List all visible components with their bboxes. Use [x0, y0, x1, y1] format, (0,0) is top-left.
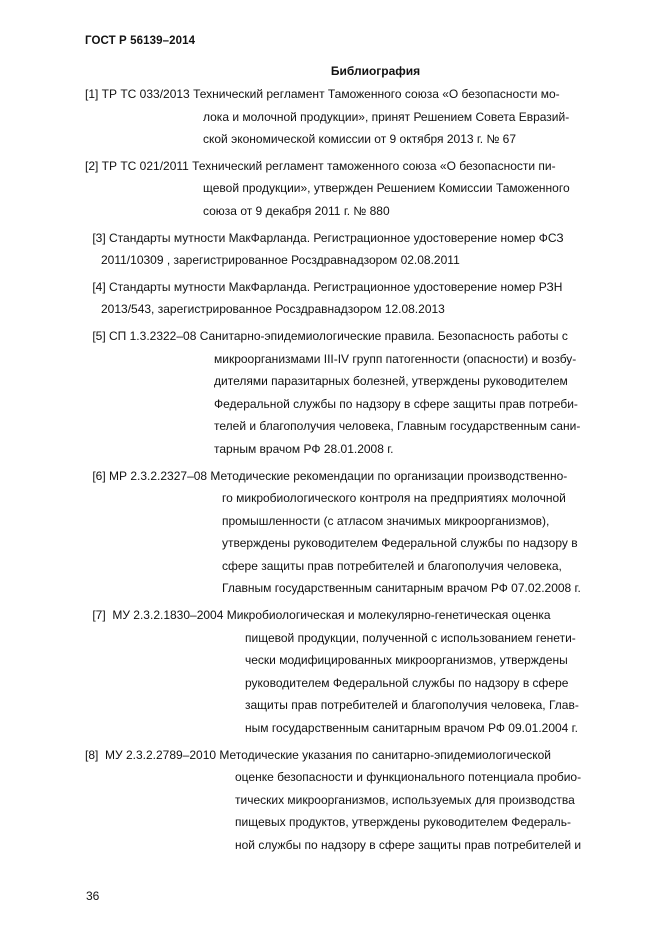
bibliography-entry [89, 465, 625, 601]
entry-text-line: защиты прав потребителей и благополучия человека, Глав- [245, 698, 579, 713]
entry-code: [5] СП 1.3.2322–08 [89, 328, 200, 343]
entry-text-line: щевой продукции», утвержден Решением Комиссии Таможенного [203, 181, 570, 196]
bibliography-entry [89, 276, 625, 321]
entry-code: [4] [89, 279, 110, 294]
entry-text-line: 2013/543, зарегистрированное Росздравнадзором 12.08.2013 [101, 302, 445, 317]
entry-text-line: руководителем Федеральной службы по надзору в сфере [245, 675, 569, 690]
entry-text-line: Главным государственным санитарным врачом РФ 07.02.2008 г. [222, 581, 581, 596]
entry-text-line: микроорганизмами III-IV групп патогенности (опасности) и возбу- [214, 351, 577, 366]
entry-code: [3] [89, 230, 110, 245]
bibliography-entry [85, 83, 625, 151]
bibliography-list [85, 83, 625, 861]
entry-first-line [85, 83, 625, 106]
entry-first-line [89, 276, 625, 299]
entry-text-line: пищевых продуктов, утверждены руководителем Федераль- [235, 815, 572, 830]
entry-text-line: союза от 9 декабря 2011 г. № 880 [203, 203, 390, 218]
entry-text-line: промышленности (с атласом значимых микроорганизмов), [222, 513, 550, 528]
entry-text-line: Методические рекомендации по организации производственно- [210, 468, 568, 483]
entry-text-line: пищевой продукции, полученной с использованием генети- [245, 630, 576, 645]
entry-code: [8] МУ 2.3.2.2789–2010 [85, 747, 220, 762]
document-header: ГОСТ Р 56139–2014 [85, 35, 196, 47]
entry-text-line: телей и благополучия человека, Главным государственным сани- [214, 419, 581, 434]
entry-text-line: Микробиологическая и молекулярно-генетическая оценка [226, 608, 551, 623]
entry-text-line: Санитарно-эпидемиологические правила. Безопасность работы с [199, 328, 568, 343]
entry-text-line: лока и молочной продукции», принят Решением Совета Евразий- [203, 109, 570, 124]
entry-text-line: чески модифицированных микроорганизмов, утверждены [245, 653, 568, 668]
entry-text-line: утверждены руководителем Федеральной службы по надзору в [222, 536, 578, 551]
bibliography-entry [89, 604, 625, 740]
bibliography-entry [85, 744, 625, 857]
entry-text-line: сфере защиты прав потребителей и благополучия человека, [222, 558, 562, 573]
entry-first-line [85, 155, 625, 178]
entry-text-line: Технический регламент Таможенного союза «О безопасности мо- [193, 87, 560, 101]
entry-text-line: Федеральной службы по надзору в сфере защиты прав потреби- [214, 396, 578, 411]
entry-text-line: оценке безопасности и функционального потенциала пробио- [235, 770, 582, 785]
entry-code: [2] ТР ТС 021/2011 [85, 158, 193, 173]
entry-code: [7] МУ 2.3.2.1830–2004 [89, 608, 227, 623]
entry-first-line [89, 604, 625, 627]
entry-code: [1] ТР ТС 033/2013 [85, 87, 194, 101]
bibliography-entry [89, 325, 625, 461]
entry-text-line: 2011/10309 , зарегистрированное Росздравнадзором 02.08.2011 [101, 253, 460, 268]
entry-first-line [89, 465, 625, 488]
entry-text-line: Технический регламент таможенного союза «О безопасности пи- [192, 158, 556, 173]
entry-text-line: Стандарты мутности МакФарланда. Регистрационное удостоверение номер ФСЗ [109, 230, 564, 245]
entry-text-line: Стандарты мутности МакФарланда. Регистрационное удостоверение номер РЗН [109, 279, 563, 294]
entry-text-line: ной службы по надзору в сфере защиты прав потребителей и [235, 838, 582, 852]
entry-code: [6] МР 2.3.2.2327–08 [89, 468, 211, 483]
entry-text-line: тических микроорганизмов, используемых для производства [235, 792, 575, 807]
entry-text-line: тарным врачом РФ 28.01.2008 г. [214, 441, 394, 456]
page-number: 36 [86, 889, 100, 903]
entry-first-line [89, 325, 625, 348]
bibliography-entry [85, 155, 625, 223]
entry-text-line: Методические указания по санитарно-эпидемиологической [219, 747, 552, 762]
entry-text-line: го микробиологического контроля на предприятиях молочной [222, 491, 566, 506]
bibliography-entry [89, 227, 625, 272]
bibliography-title: Библиография [330, 64, 421, 78]
entry-first-line [85, 744, 625, 767]
entry-text-line: ным государственным санитарным врачом РФ 09.01.2004 г. [245, 721, 578, 736]
entry-text-line: ской экономической комиссии от 9 октября 2013 г. № 67 [203, 132, 517, 147]
entry-first-line [89, 227, 625, 250]
entry-text-line: дителями паразитарных болезней, утверждены руководителем [214, 374, 568, 389]
